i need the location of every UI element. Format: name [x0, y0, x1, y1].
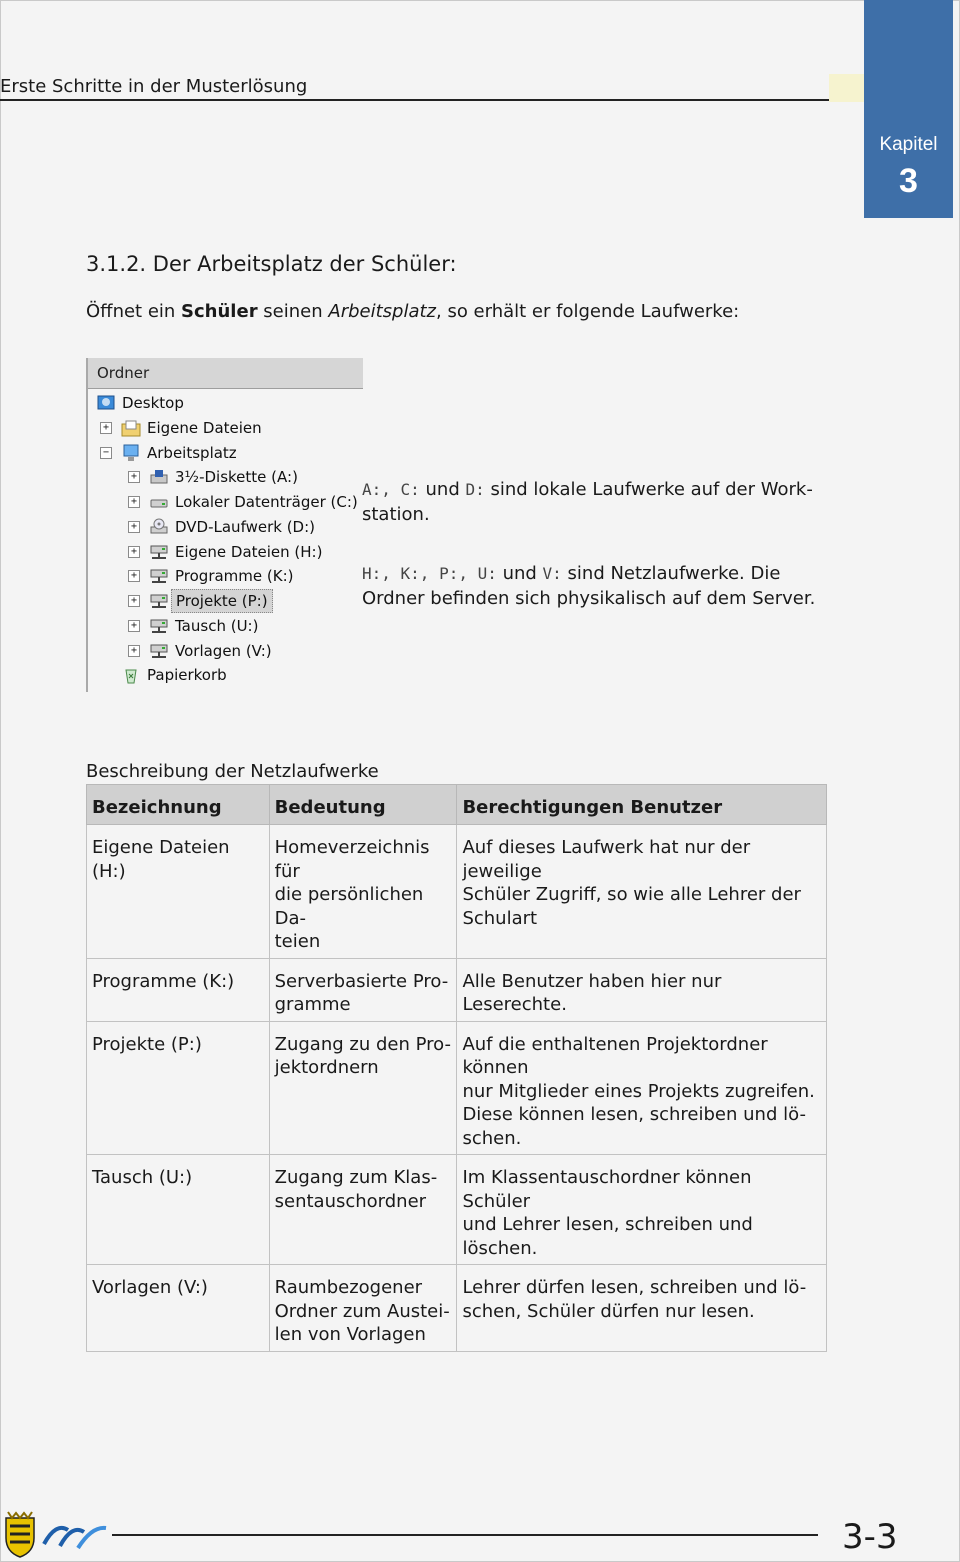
- tree-item[interactable]: [128, 466, 298, 488]
- tree-item-label: Papierkorb: [147, 666, 227, 685]
- drive-code-u: U:: [477, 564, 497, 583]
- expand-icon[interactable]: +: [128, 496, 140, 508]
- floppy-drive-icon: [149, 468, 169, 486]
- network-drive-icon: [149, 617, 169, 635]
- running-header: Erste Schritte in der Musterlösung: [0, 76, 308, 97]
- cell-berechtigungen: [457, 958, 827, 1021]
- explorer-header: Ordner: [88, 358, 363, 389]
- cell-berechtigungen-line: Alle Benutzer haben hier nur Leserechte.: [462, 970, 722, 1015]
- tree-item-label: Arbeitsplatz: [147, 443, 237, 462]
- header-bezeichnung: Bezeichnung: [87, 785, 270, 825]
- hard-drive-icon: [149, 493, 169, 511]
- cell-bezeichnung: Projekte (P:): [87, 1021, 270, 1155]
- recycle-bin-icon: [121, 666, 141, 684]
- cell-bedeutung-line: Ordner zum Austei-: [274, 1300, 450, 1322]
- table-row: [87, 1155, 827, 1265]
- drive-code-p: P:: [439, 564, 459, 583]
- cell-berechtigungen: [457, 1265, 827, 1352]
- footer-rule: [112, 1534, 818, 1536]
- tree-item-label: Vorlagen (V:): [175, 641, 272, 660]
- cell-berechtigungen: [457, 1021, 827, 1155]
- connector: und: [496, 563, 543, 584]
- table-header-row: [87, 785, 827, 825]
- cell-bedeutung-line: die persönlichen Da-: [274, 884, 424, 929]
- chapter-label: Kapitel: [879, 134, 938, 155]
- cell-bedeutung: [269, 825, 457, 959]
- drive-code-k: K:: [400, 564, 420, 583]
- tree-item-label: DVD-Laufwerk (D:): [175, 517, 316, 536]
- drive-code-v: V:: [542, 564, 562, 583]
- drive-code-h: H:: [362, 564, 382, 583]
- cell-bedeutung-line: len von Vorlagen: [274, 1324, 426, 1345]
- explorer-folder-pane: [86, 358, 363, 692]
- cell-bedeutung-line: jektordnern: [274, 1057, 379, 1078]
- cell-bedeutung: [269, 958, 457, 1021]
- network-drive-icon: [149, 592, 169, 610]
- connector: ,: [381, 564, 401, 583]
- local-drives-note: [362, 477, 842, 527]
- tree-item-label: 3½-Diskette (A:): [175, 468, 298, 487]
- cell-bedeutung-line: gramme: [274, 994, 351, 1015]
- dvd-drive-icon: [149, 518, 169, 536]
- chapter-tab: [864, 0, 953, 218]
- cell-bedeutung-line: teien: [274, 931, 321, 952]
- tree-item-label: Eigene Dateien: [147, 418, 262, 437]
- collapse-icon[interactable]: −: [100, 447, 112, 459]
- cell-bezeichnung: Programme (K:): [87, 958, 270, 1021]
- tree-item-label: Desktop: [122, 394, 184, 412]
- tree-item[interactable]: [128, 491, 358, 513]
- page-number: 3-3: [842, 1517, 898, 1557]
- tree-item[interactable]: [128, 590, 273, 612]
- table-body: [87, 825, 827, 1352]
- tree-item[interactable]: [128, 516, 315, 538]
- connector: und: [419, 479, 466, 500]
- drive-code-c: C:: [400, 480, 420, 499]
- network-drives-table: [86, 784, 827, 1352]
- expand-icon[interactable]: +: [128, 595, 140, 607]
- intro-suffix: , so erhält er folgende Laufwerke:: [436, 301, 740, 322]
- tree-item[interactable]: [128, 541, 322, 563]
- cell-berechtigungen-line: Schüler Zugriff, so wie alle Lehrer der: [462, 884, 801, 905]
- tree-item-label: Tausch (U:): [175, 616, 259, 635]
- documents-folder-icon: [121, 419, 141, 437]
- cell-bedeutung-line: Zugang zu den Pro-: [274, 1033, 451, 1055]
- network-text-line1: sind Netzlaufwerke. Die: [561, 563, 781, 584]
- chapter-number: 3: [899, 162, 918, 200]
- cell-berechtigungen: [457, 825, 827, 959]
- expand-icon[interactable]: +: [128, 471, 140, 483]
- cell-bedeutung: [269, 1265, 457, 1352]
- local-text-line1: sind lokale Laufwerke auf der Work-: [484, 479, 813, 500]
- drive-code-d: D:: [465, 480, 485, 499]
- expand-icon[interactable]: +: [128, 546, 140, 558]
- cell-bezeichnung: Tausch (U:): [87, 1155, 270, 1265]
- cell-berechtigungen-line: Im Klassentauschordner können Schüler: [462, 1167, 752, 1212]
- table-caption: Beschreibung der Netzlaufwerke: [86, 761, 379, 782]
- cell-berechtigungen-line: Diese können lesen, schreiben und lö-: [462, 1104, 806, 1125]
- cell-berechtigungen-line: Auf dieses Laufwerk hat nur der jeweilige: [462, 837, 751, 882]
- cell-bedeutung-line: Raumbezogener: [274, 1277, 423, 1298]
- table-row: [87, 1021, 827, 1155]
- network-drive-icon: [149, 567, 169, 585]
- tree-item[interactable]: [128, 615, 258, 637]
- network-drive-icon: [149, 642, 169, 660]
- connector: ,: [381, 480, 401, 499]
- header-rule: [0, 99, 830, 101]
- expand-icon[interactable]: +: [100, 422, 112, 434]
- cell-bedeutung: [269, 1155, 457, 1265]
- cell-berechtigungen-line: und Lehrer lesen, schreiben und löschen.: [462, 1214, 753, 1259]
- cell-bedeutung-line: Zugang zum Klas-: [274, 1167, 438, 1188]
- tree-item-label: Projekte (P:): [171, 589, 273, 613]
- cell-berechtigungen: [457, 1155, 827, 1265]
- expand-icon[interactable]: +: [128, 570, 140, 582]
- wave-logo-icon: [42, 1520, 108, 1550]
- intro-mid: seinen: [257, 301, 329, 322]
- cell-bedeutung-line: Serverbasierte Pro-: [274, 970, 449, 992]
- expand-icon[interactable]: +: [128, 645, 140, 657]
- cell-berechtigungen-line: Schulart: [462, 907, 538, 929]
- tree-item-label: Lokaler Datenträger (C:): [175, 493, 358, 511]
- intro-bold: Schüler: [181, 301, 258, 322]
- tree-item[interactable]: [100, 442, 237, 464]
- local-text-line2: station.: [362, 504, 430, 525]
- tree-item[interactable]: [128, 640, 272, 662]
- desktop-icon: [96, 394, 116, 412]
- section-title: 3.1.2. Der Arbeitsplatz der Schüler:: [86, 252, 457, 276]
- drive-code-a: A:: [362, 480, 382, 499]
- intro-text: [86, 301, 739, 322]
- connector: ,: [458, 564, 478, 583]
- header-berechtigungen: Berechtigungen Benutzer: [457, 785, 827, 825]
- expand-icon[interactable]: +: [128, 521, 140, 533]
- intro-prefix: Öffnet ein: [86, 301, 182, 322]
- cell-bezeichnung: Eigene Dateien (H:): [87, 825, 270, 959]
- tree-item-label: Eigene Dateien (H:): [175, 542, 323, 561]
- network-drives-note: [362, 561, 842, 611]
- network-drive-icon: [149, 543, 169, 561]
- cell-bedeutung: [269, 1021, 457, 1155]
- cell-berechtigungen-line: nur Mitglieder eines Projekts zugreifen.: [462, 1080, 815, 1102]
- table-row: [87, 1265, 827, 1352]
- tree-item[interactable]: [96, 392, 184, 414]
- table-row: [87, 958, 827, 1021]
- computer-icon: [121, 444, 141, 462]
- tree-item[interactable]: [100, 417, 262, 439]
- cell-bezeichnung: Vorlagen (V:): [87, 1265, 270, 1352]
- tree-item[interactable]: [128, 565, 294, 587]
- network-text-line2: Ordner befinden sich physikalisch auf dem Server.: [362, 588, 816, 609]
- intro-italic: Arbeitsplatz: [328, 301, 436, 322]
- cell-bedeutung-line: Homeverzeichnis für: [274, 837, 430, 882]
- header-bedeutung: Bedeutung: [269, 785, 457, 825]
- cell-bedeutung-line: sentauschordner: [274, 1190, 427, 1212]
- cell-berechtigungen-line: Lehrer dürfen lesen, schreiben und lö-: [462, 1277, 807, 1298]
- connector: ,: [419, 564, 440, 583]
- cell-berechtigungen-line: schen.: [462, 1127, 522, 1149]
- cell-berechtigungen-line: schen, Schüler dürfen nur lesen.: [462, 1300, 755, 1322]
- cell-berechtigungen-line: Auf die enthaltenen Projektordner können: [462, 1033, 768, 1078]
- tree-item[interactable]: [100, 664, 227, 686]
- expand-icon[interactable]: +: [128, 620, 140, 632]
- tree-item-label: Programme (K:): [175, 567, 294, 586]
- table-row: [87, 825, 827, 959]
- state-crest-icon: [2, 1510, 38, 1558]
